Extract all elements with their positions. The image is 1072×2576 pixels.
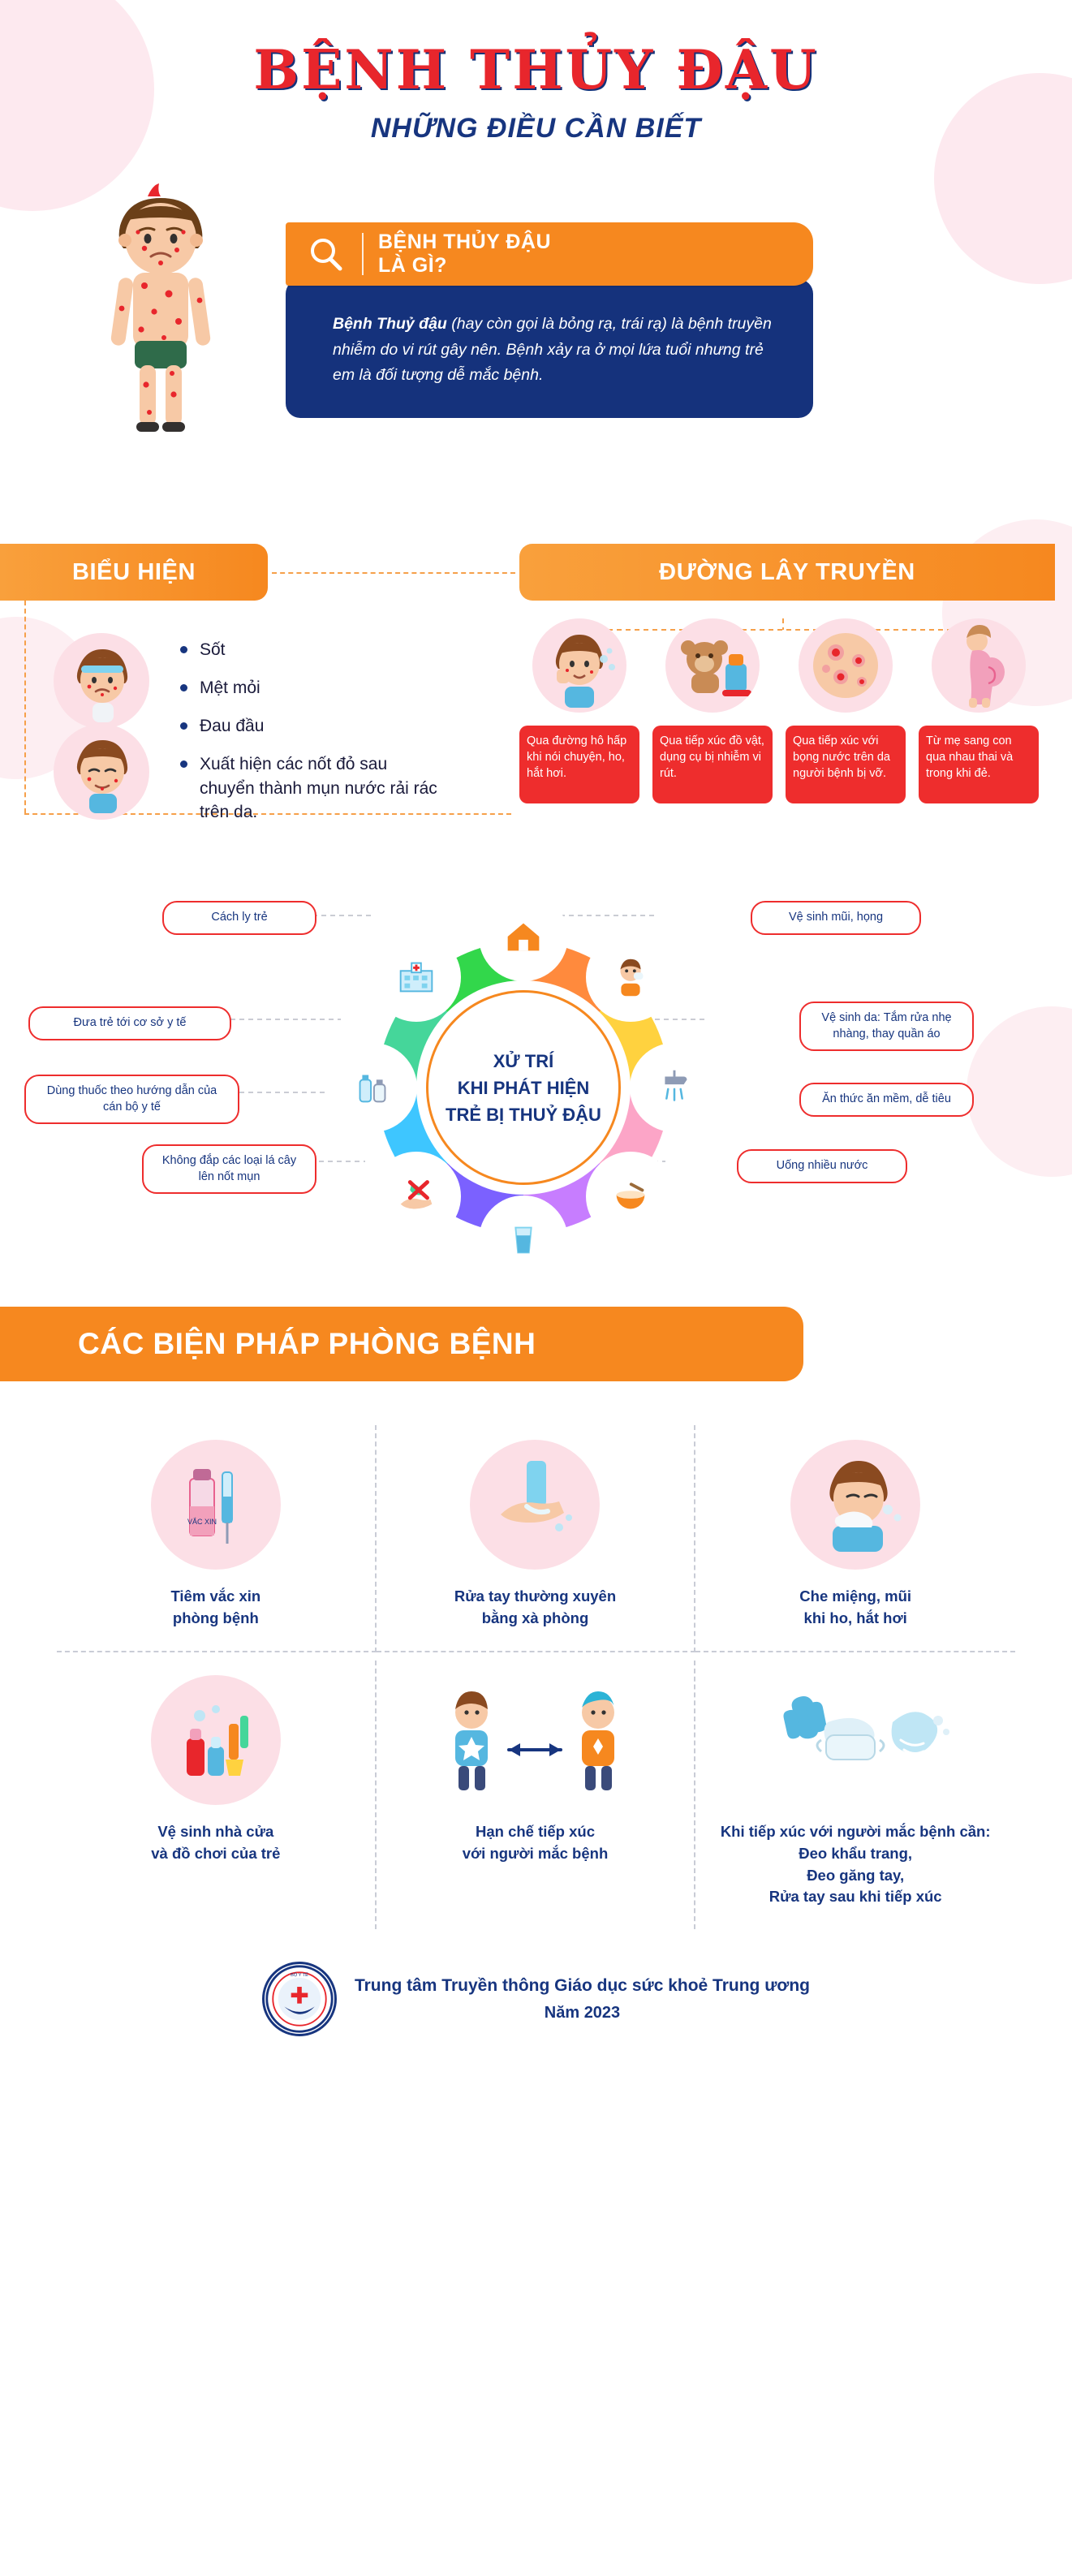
list-item: Mệt mỏi [179, 676, 446, 700]
prevention-item-keep-distance [377, 1661, 696, 1929]
feverish-child-icon [54, 633, 149, 729]
wheel-label-food: Ăn thức ăn mềm, dễ tiêu [799, 1083, 974, 1116]
header [0, 0, 1072, 144]
ministry-of-health-logo [262, 1962, 337, 2036]
caption-line: Vệ sinh nhà cửa [157, 1822, 274, 1840]
list-item: Xuất hiện các nốt đỏ sau chuyển thành mụn nước rải rác trên da. [179, 752, 446, 825]
page-subtitle: NHỮNG ĐIỀU CẦN BIẾT [370, 113, 702, 144]
medicine-icon [330, 1045, 415, 1130]
wheel-center-line3: TRẺ BỊ THUỶ ĐẬU [446, 1104, 601, 1125]
intro-section [0, 172, 1072, 529]
search-icon [304, 232, 347, 276]
transmission-item [519, 618, 639, 803]
transmission-label: Từ mẹ sang con qua nhau thai và trong khi đẻ. [919, 726, 1039, 803]
wheel-label-nose: Vệ sinh mũi, họng [751, 901, 921, 934]
intro-card [286, 222, 813, 418]
prevention-caption [70, 1586, 362, 1630]
tired-child-icon [54, 724, 149, 820]
cover-mouth-icon [790, 1440, 920, 1570]
transmission-item [786, 618, 906, 803]
wheel-center-line2: KHI PHÁT HIỆN [457, 1077, 590, 1098]
symptom-illustrations [32, 633, 179, 838]
prevention-item-mask-gloves [695, 1661, 1015, 1929]
footer-year: Năm 2023 [544, 2003, 621, 2022]
prevention-caption [390, 1586, 682, 1630]
prevention-caption [708, 1586, 1002, 1630]
porridge-bowl-icon [588, 1154, 673, 1238]
prevention-grid [57, 1425, 1015, 1929]
shower-icon [632, 1045, 717, 1130]
symptom-list [179, 633, 446, 838]
prevention-item-clean-house [57, 1661, 377, 1929]
wheel-label-water: Uống nhiều nước [737, 1149, 907, 1182]
symptoms-transmission-band [0, 544, 1072, 852]
management-wheel-section [0, 881, 1072, 1287]
wheel-label-no-leaves: Không đắp các loại lá cây lên nốt mụn [142, 1144, 316, 1194]
handwash-icon [470, 1440, 600, 1570]
transmission-item [919, 618, 1039, 803]
wheel-label-hospital: Đưa trẻ tới cơ sở y tế [28, 1006, 231, 1040]
intro-body-strong: Bệnh Thuỷ đậu [333, 315, 447, 334]
clean-house-icon [151, 1675, 281, 1805]
caption-line: Đeo găng tay, [807, 1866, 905, 1884]
transmission-title: ĐƯỜNG LÂY TRUYỀN [519, 544, 1055, 601]
svg-text:BỘ Y TẾ: BỘ Y TẾ [291, 1973, 308, 1979]
dashed-connector [272, 572, 515, 574]
footer-text [355, 1972, 810, 2026]
caption-line: Khi tiếp xúc với người mắc bệnh cần: [720, 1822, 991, 1840]
list-item: Sốt [179, 638, 446, 662]
dashed-connector [24, 601, 26, 813]
talking-cough-icon [532, 618, 626, 713]
caption-line: và đồ chơi của trẻ [151, 1844, 281, 1862]
contaminated-objects-icon [665, 618, 760, 713]
wheel-label-medicine: Dùng thuốc theo hướng dẫn của cán bộ y tế [24, 1075, 239, 1124]
child-nose-icon [588, 935, 673, 1019]
transmission-content [519, 618, 1047, 803]
prevention-caption [708, 1821, 1002, 1908]
caption-line: phòng bệnh [172, 1609, 259, 1627]
transmission-label: Qua tiếp xúc với bọng nước trên da người bệnh bị vỡ. [786, 726, 906, 803]
caption-line: Rửa tay thường xuyên [454, 1587, 617, 1605]
prevention-caption [390, 1821, 682, 1865]
prevention-caption [70, 1821, 362, 1865]
transmission-label: Qua tiếp xúc đồ vật, dụng cụ bị nhiễm vi rút. [652, 726, 773, 803]
mask-gloves-icon [734, 1675, 977, 1805]
keep-distance-icon [413, 1675, 657, 1805]
wheel-label-isolate: Cách ly trẻ [162, 901, 316, 934]
divider [362, 233, 364, 275]
transmission-label: Qua đường hô hấp khi nói chuyện, ho, hắt hơi. [519, 726, 639, 803]
symptoms-title: BIỂU HIỆN [0, 544, 268, 601]
wheel-center-line1: XỬ TRÍ [493, 1050, 554, 1071]
prevention-title: CÁC BIỆN PHÁP PHÒNG BỆNH [0, 1307, 803, 1381]
caption-line: với người mắc bệnh [462, 1844, 609, 1862]
skin-blister-icon [799, 618, 893, 713]
wheel-label-skin: Vệ sinh da: Tắm rửa nhẹ nhàng, thay quần áo [799, 1002, 974, 1051]
intro-banner-line2: LÀ GÌ? [378, 254, 447, 278]
sick-boy-illustration [70, 179, 256, 446]
transmission-item [652, 618, 773, 803]
symptoms-content [32, 633, 503, 838]
caption-line: bằng xà phòng [481, 1609, 589, 1627]
management-wheel [329, 893, 718, 1282]
intro-banner-line1: BỆNH THỦY ĐẬU [378, 230, 551, 254]
house-icon [481, 894, 566, 979]
intro-banner [286, 222, 813, 286]
list-item: Đau đầu [179, 714, 446, 739]
caption-line: Hạn chế tiếp xúc [475, 1822, 595, 1840]
caption-line: Rửa tay sau khi tiếp xúc [768, 1888, 942, 1906]
intro-body-rest: (hay còn gọi là bỏng rạ, trái rạ) là bệnh truyền nhiễm do vi rút gây nên. Bệnh xảy ra ở mọi lứa tuổi nhưng trẻ em là đối tượng dễ mắc bệnh. [333, 315, 772, 385]
intro-body [286, 279, 813, 418]
footer [0, 1962, 1072, 2070]
pregnant-woman-icon [932, 618, 1026, 713]
prevention-item-handwash [377, 1425, 696, 1652]
prevention-item-vaccine [57, 1425, 377, 1652]
water-glass-icon [481, 1198, 566, 1282]
vaccine-bottle-text: VẮC XIN [187, 1518, 217, 1527]
caption-line: khi ho, hắt hơi [803, 1609, 907, 1627]
hospital-icon [374, 935, 459, 1019]
caption-line: Che miệng, mũi [799, 1587, 912, 1605]
no-leaves-icon [374, 1154, 459, 1238]
wheel-center-title [426, 990, 621, 1185]
intro-banner-title [378, 230, 551, 278]
footer-org: Trung tâm Truyền thông Giáo dục sức khoẻ Trung ương [354, 1976, 811, 1996]
vaccine-icon [151, 1440, 281, 1570]
caption-line: Đeo khẩu trang, [799, 1844, 913, 1862]
prevention-item-cover-mouth [695, 1425, 1015, 1652]
page-title: BỆNH THỦY ĐẬU [253, 38, 819, 101]
caption-line: Tiêm vắc xin [170, 1587, 261, 1605]
